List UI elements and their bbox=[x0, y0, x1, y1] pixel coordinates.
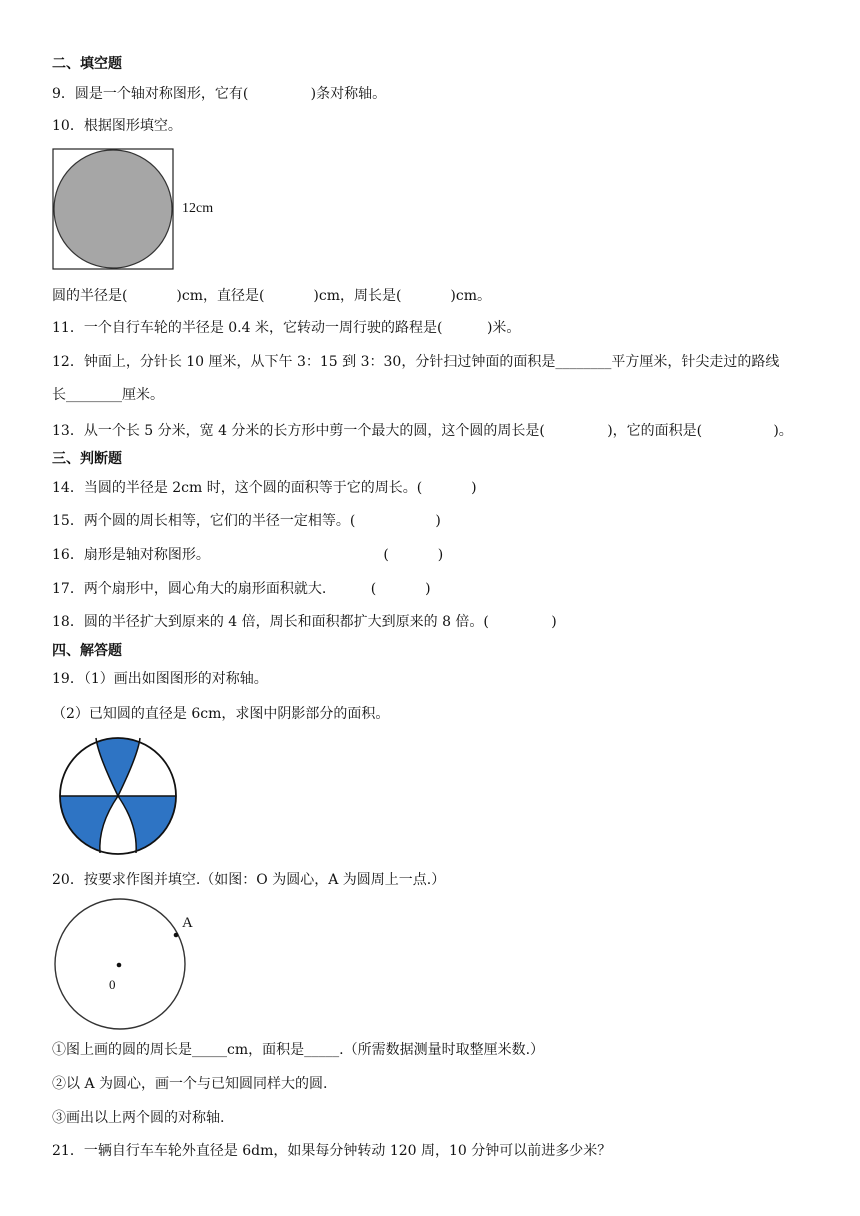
section-solve-heading: 四、解答题 bbox=[52, 643, 122, 659]
question-14: 14．当圆的半径是 2cm 时，这个圆的面积等于它的周长。( ) bbox=[52, 480, 477, 496]
q10-figure-label: 12cm bbox=[182, 201, 214, 216]
section-fill-heading: 二、填空题 bbox=[52, 56, 122, 72]
question-19-part2: （2）已知圆的直径是 6cm，求图中阴影部分的面积。 bbox=[52, 706, 390, 722]
question-15: 15．两个圆的周长相等，它们的半径一定相等。( ) bbox=[52, 513, 441, 529]
question-10: 10．根据图形填空。 bbox=[52, 118, 182, 134]
question-20-sub3: ③画出以上两个圆的对称轴. bbox=[52, 1110, 225, 1126]
question-19-part1: 19．（1）画出如图图形的对称轴。 bbox=[52, 671, 268, 687]
q10-circle-in-square-figure bbox=[52, 148, 176, 272]
question-20-sub2: ②以 A 为圆心，画一个与已知圆同样大的圆. bbox=[52, 1076, 328, 1092]
q20-point-o-label: 0 bbox=[109, 977, 116, 992]
section-judge-heading: 三、判断题 bbox=[52, 451, 122, 467]
question-20-sub1: ①图上画的圆的周长是_____cm，面积是_____.（所需数据测量时取整厘米数.） bbox=[52, 1042, 545, 1058]
question-11: 11．一个自行车轮的半径是 0.4 米，它转动一周行驶的路程是( )米。 bbox=[52, 320, 521, 336]
question-13: 13．从一个长 5 分米，宽 4 分米的长方形中剪一个最大的圆，这个圆的周长是( )，它的面积是( )。 bbox=[52, 423, 793, 439]
question-9: 9．圆是一个轴对称图形，它有( )条对称轴。 bbox=[52, 86, 387, 102]
question-16: 16．扇形是轴对称图形。 ( ) bbox=[52, 547, 444, 563]
question-12-line1: 12．钟面上，分针长 10 厘米，从下午 3：15 到 3：30，分针扫过钟面的面积是________平方厘米，针尖走过的路线 bbox=[52, 354, 780, 370]
question-21: 21．一辆自行车车轮外直径是 6dm，如果每分钟转动 120 周，10 分钟可以前进多少米？ bbox=[52, 1143, 612, 1159]
question-20: 20．按要求作图并填空.（如图：O 为圆心，A 为圆周上一点.） bbox=[52, 872, 446, 888]
q20-circle-figure bbox=[52, 898, 192, 1038]
question-17: 17．两个扇形中，圆心角大的扇形面积就大. ( ) bbox=[52, 581, 431, 597]
question-12-line2: 长________厘米。 bbox=[52, 387, 164, 403]
question-10-blanks: 圆的半径是( )cm，直径是( )cm，周长是( )cm。 bbox=[52, 288, 491, 304]
q20-point-a-label: A bbox=[182, 915, 193, 931]
q19-shaded-circle-figure bbox=[56, 735, 180, 859]
question-18: 18．圆的半径扩大到原来的 4 倍，周长和面积都扩大到原来的 8 倍。( ) bbox=[52, 614, 557, 630]
